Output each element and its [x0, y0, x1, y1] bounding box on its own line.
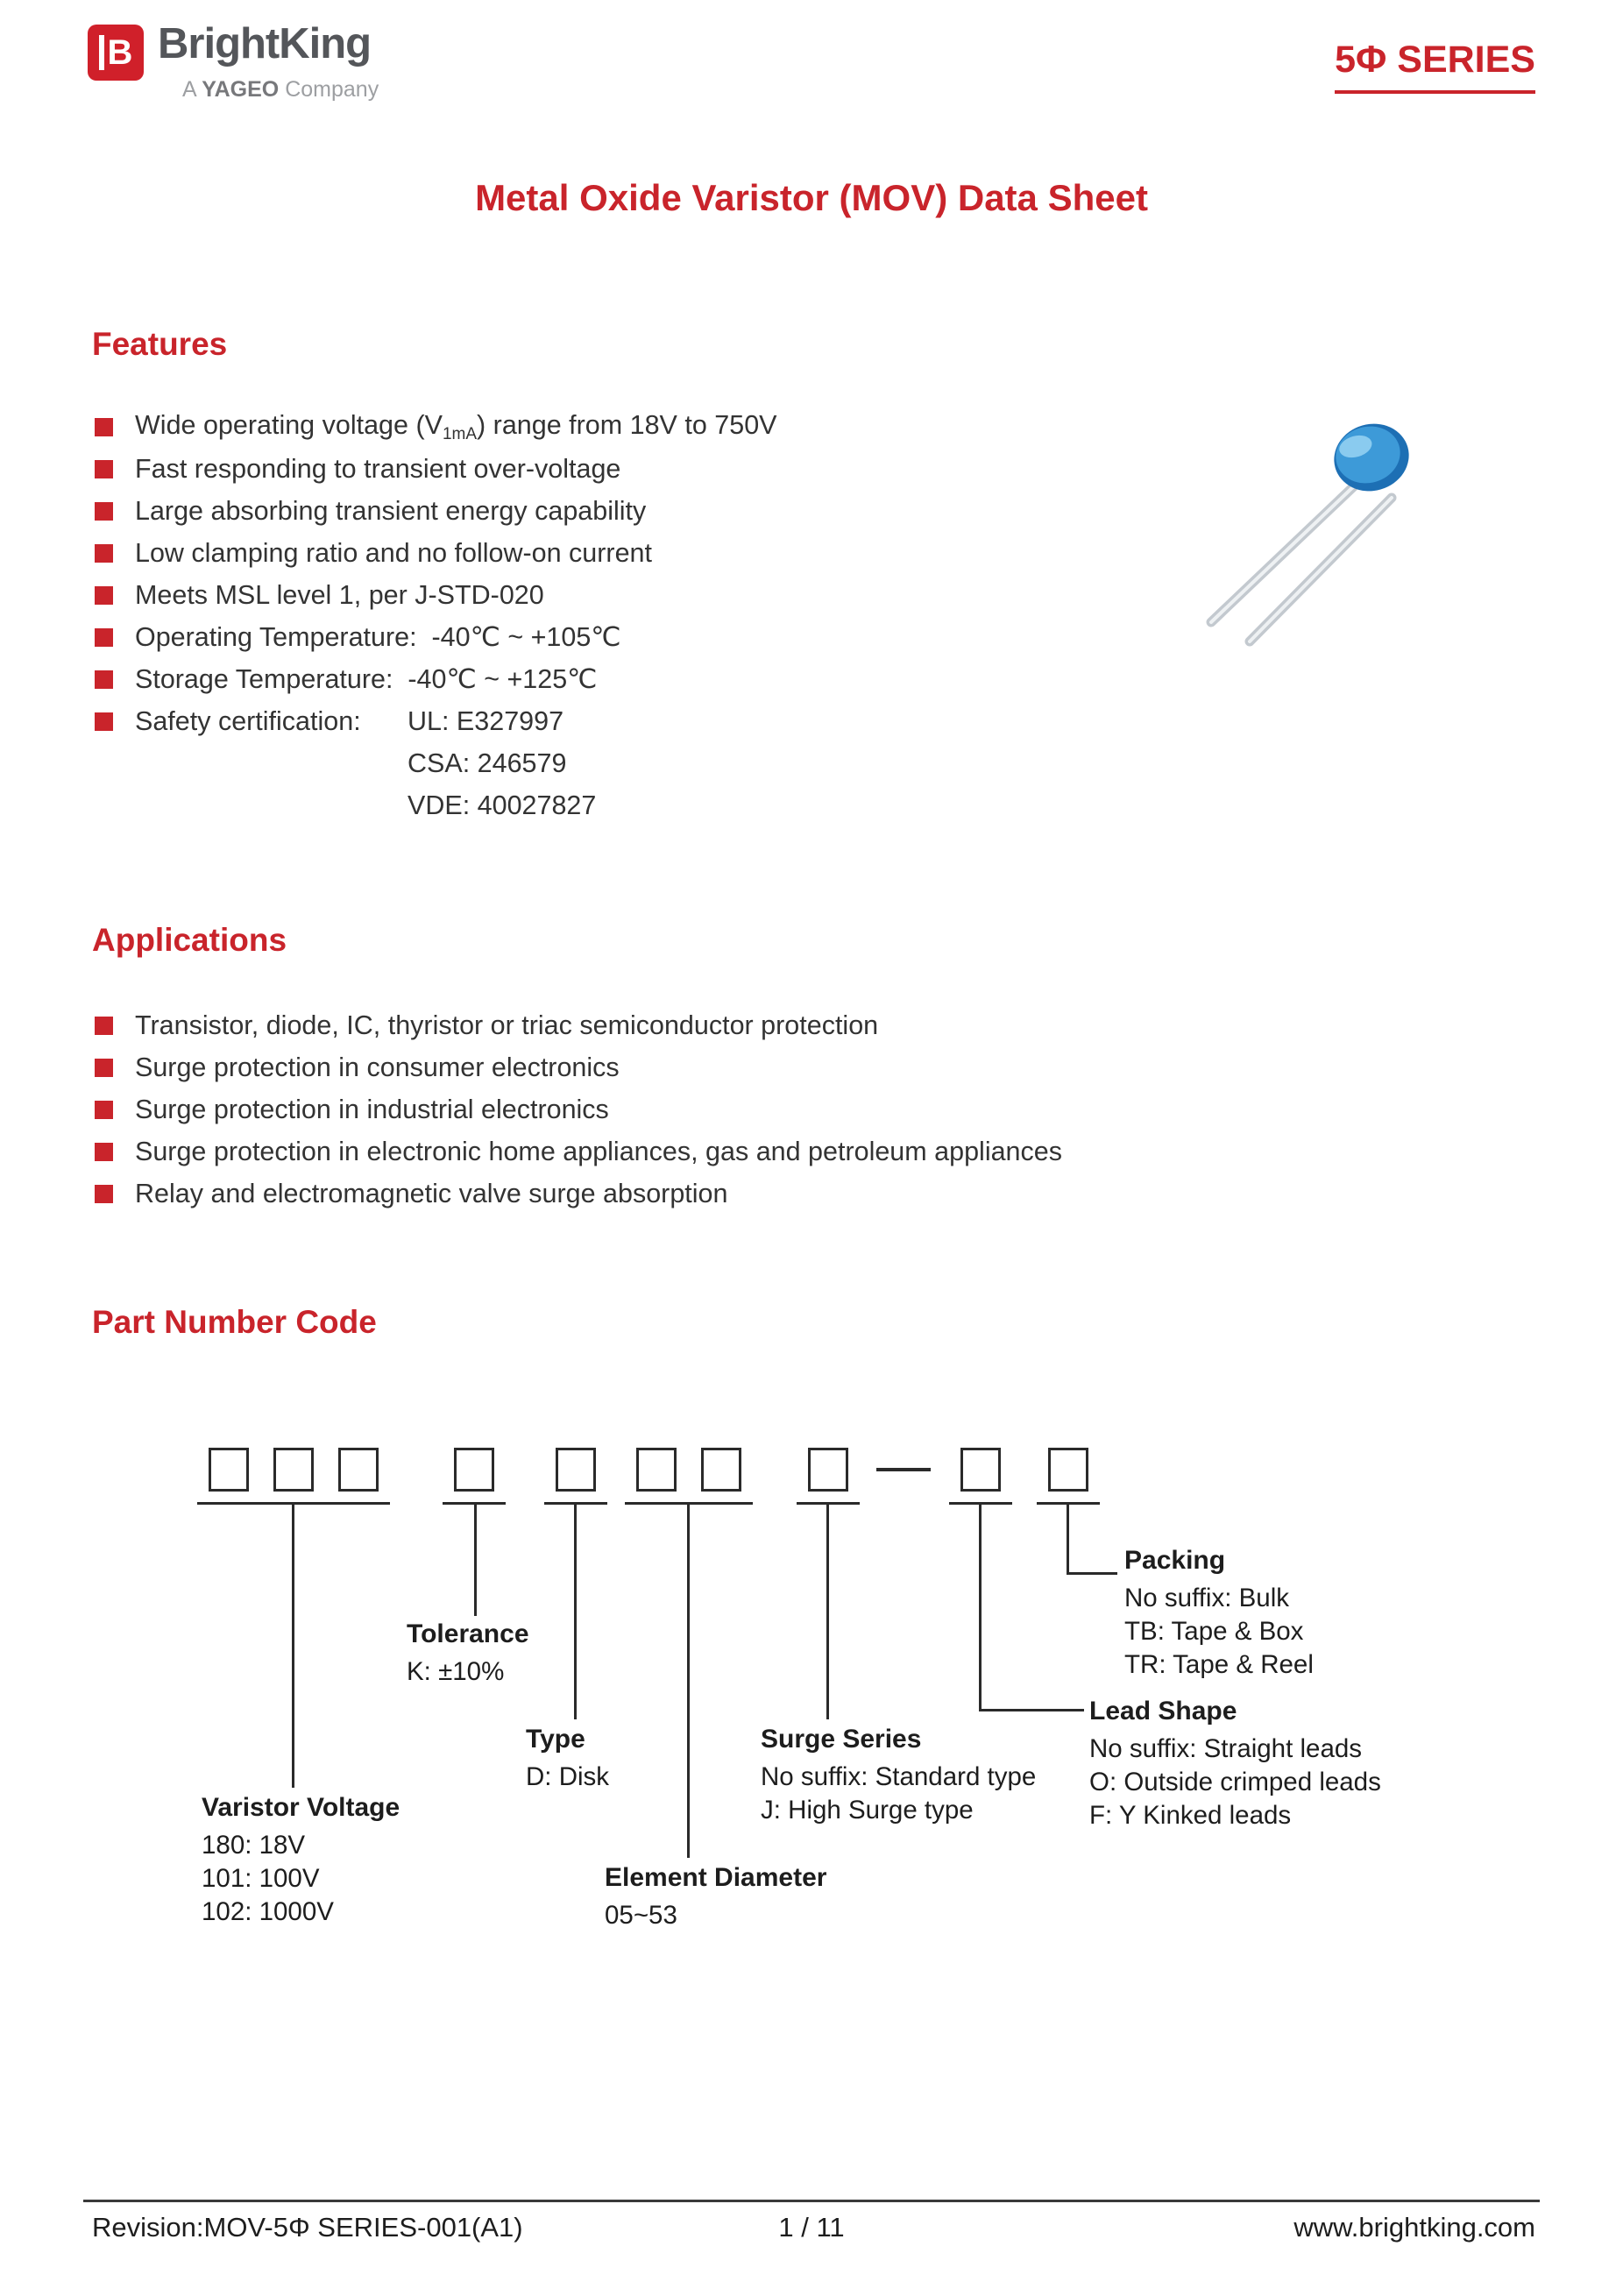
safety-cert-line: CSA: 246579 — [408, 748, 567, 778]
pn-label-title: Element Diameter — [605, 1863, 827, 1892]
feature-item — [95, 532, 1234, 574]
application-item — [95, 1130, 1234, 1173]
bullet-icon — [95, 1017, 113, 1035]
feature-item-text: Fast responding to transient over-voltage — [135, 453, 621, 484]
bullet-icon — [95, 418, 113, 436]
footer-divider — [83, 2200, 1540, 2202]
pn-label-line: 180: 18V — [202, 1831, 306, 1860]
varistor-photo — [1183, 403, 1499, 675]
pn-label-title: Tolerance — [407, 1619, 529, 1648]
feature-item-text: Operating Temperature: -40℃ ~ +105℃ — [135, 621, 621, 652]
feature-voltage-prefix: Wide operating voltage (V — [135, 409, 443, 440]
feature-item-text: Storage Temperature: -40℃ ~ +125℃ — [135, 663, 598, 694]
pn-label-line: F: Y Kinked leads — [1089, 1801, 1292, 1830]
part-number-dash — [876, 1468, 931, 1471]
pn-label-line: 101: 100V — [202, 1864, 320, 1893]
pn-connector-voltage — [292, 1502, 294, 1788]
pn-label-line: 05~53 — [605, 1901, 677, 1930]
feature-item-text: Meets MSL level 1, per J-STD-020 — [135, 579, 544, 610]
pn-label-title: Type — [526, 1725, 585, 1754]
safety-certification-label: Safety certification: — [135, 706, 361, 736]
application-item-text: Transistor, diode, IC, thyristor or triac semiconductor protection — [135, 1010, 879, 1040]
application-item — [95, 1046, 1234, 1088]
part-number-box-8 — [808, 1448, 848, 1492]
application-item-text: Surge protection in electronic home appliances, gas and petroleum appliances — [135, 1136, 1062, 1166]
part-number-box-6 — [636, 1448, 677, 1492]
pn-label-title: Packing — [1124, 1546, 1226, 1575]
feature-item — [95, 490, 1234, 532]
series-title: 5Φ SERIES — [1335, 39, 1535, 94]
bullet-icon — [95, 502, 113, 521]
pn-label-title: Varistor Voltage — [202, 1793, 400, 1822]
application-item-text: Surge protection in industrial electronics — [135, 1094, 609, 1124]
safety-certification-values — [408, 700, 596, 826]
pn-connector-lead-shape-elbow — [979, 1709, 1084, 1711]
applications-heading: Applications — [92, 922, 287, 958]
tagline-prefix: A — [182, 77, 202, 102]
pn-label-line: No suffix: Standard type — [761, 1762, 1037, 1791]
feature-item-text: Large absorbing transient energy capability — [135, 495, 647, 526]
brightking-logo-mark — [88, 25, 144, 81]
application-item-text: Relay and electromagnetic valve surge absorption — [135, 1178, 728, 1208]
feature-item-text — [135, 410, 777, 444]
bullet-icon — [95, 544, 113, 563]
pn-label-line: No suffix: Straight leads — [1089, 1734, 1363, 1763]
feature-item — [95, 574, 1234, 616]
pn-label-line: K: ±10% — [407, 1657, 505, 1686]
part-number-box-3 — [338, 1448, 379, 1492]
bullet-icon — [95, 1059, 113, 1077]
tagline-suffix: Company — [279, 77, 379, 102]
varistor-disk — [1326, 415, 1417, 500]
application-item — [95, 1004, 1234, 1046]
pn-label-packing — [1124, 1546, 1314, 1682]
pn-label-title: Surge Series — [761, 1725, 922, 1754]
pn-label-line: O: Outside crimped leads — [1089, 1768, 1381, 1796]
brand-name: BrightKing — [158, 20, 372, 67]
tagline-yageo: YAGEO — [202, 77, 280, 102]
safety-cert-line: VDE: 40027827 — [408, 790, 597, 820]
pn-label-tolerance — [407, 1619, 529, 1689]
application-item — [95, 1088, 1234, 1130]
bullet-icon — [95, 1185, 113, 1203]
bullet-icon — [95, 712, 113, 731]
pn-label-surge-series — [761, 1725, 1036, 1827]
part-number-heading: Part Number Code — [92, 1304, 377, 1340]
feature-item — [95, 616, 1234, 658]
bullet-icon — [95, 628, 113, 647]
pn-connector-packing — [1067, 1502, 1069, 1575]
pn-connector-diameter — [687, 1502, 690, 1858]
pn-label-line: TR: Tape & Reel — [1124, 1650, 1314, 1679]
feature-voltage-subscript: 1mA — [442, 424, 478, 443]
bullet-icon — [95, 1101, 113, 1119]
pn-label-line: No suffix: Bulk — [1124, 1584, 1290, 1612]
pn-label-line: TB: Tape & Box — [1124, 1617, 1304, 1646]
feature-item — [95, 448, 1234, 490]
features-heading: Features — [92, 326, 228, 362]
pn-connector-lead-shape — [979, 1502, 982, 1711]
features-list — [95, 406, 1234, 826]
feature-item — [95, 658, 1234, 700]
bullet-icon — [95, 460, 113, 478]
pn-label-varistor-voltage — [202, 1793, 400, 1929]
footer-page-number: 1 / 11 — [778, 2212, 845, 2243]
logo-letter: B — [99, 35, 133, 70]
applications-list — [95, 1004, 1234, 1215]
feature-item-safety — [95, 700, 1234, 826]
part-number-box-9 — [960, 1448, 1001, 1492]
pn-label-title: Lead Shape — [1089, 1697, 1237, 1726]
pn-label-line: D: Disk — [526, 1762, 610, 1791]
part-number-box-10 — [1048, 1448, 1088, 1492]
feature-voltage-suffix: ) range from 18V to 750V — [477, 409, 777, 440]
bullet-icon — [95, 1143, 113, 1161]
part-number-box-4 — [454, 1448, 494, 1492]
part-number-box-5 — [556, 1448, 596, 1492]
feature-item — [95, 406, 1234, 448]
part-number-box-2 — [273, 1448, 314, 1492]
pn-label-type — [526, 1725, 609, 1794]
pn-connector-packing-elbow — [1067, 1572, 1117, 1575]
bullet-icon — [95, 586, 113, 605]
pn-label-element-diameter — [605, 1863, 826, 1932]
part-number-box-1 — [209, 1448, 249, 1492]
pn-label-line: J: High Surge type — [761, 1796, 974, 1825]
pn-connector-tolerance — [474, 1502, 477, 1616]
document-title: Metal Oxide Varistor (MOV) Data Sheet — [475, 177, 1148, 218]
brand-tagline — [182, 77, 379, 103]
footer-revision: Revision:MOV-5Φ SERIES-001(A1) — [92, 2212, 523, 2243]
application-item — [95, 1173, 1234, 1215]
bullet-icon — [95, 670, 113, 689]
safety-cert-line: UL: E327997 — [408, 706, 564, 736]
part-number-box-7 — [701, 1448, 741, 1492]
pn-connector-surge — [826, 1502, 829, 1719]
feature-item-text: Low clamping ratio and no follow-on current — [135, 537, 652, 568]
application-item-text: Surge protection in consumer electronics — [135, 1052, 620, 1082]
pn-label-lead-shape — [1089, 1697, 1381, 1832]
pn-label-line: 102: 1000V — [202, 1897, 334, 1926]
footer-website: www.brightking.com — [1293, 2212, 1535, 2243]
pn-connector-type — [574, 1502, 577, 1719]
